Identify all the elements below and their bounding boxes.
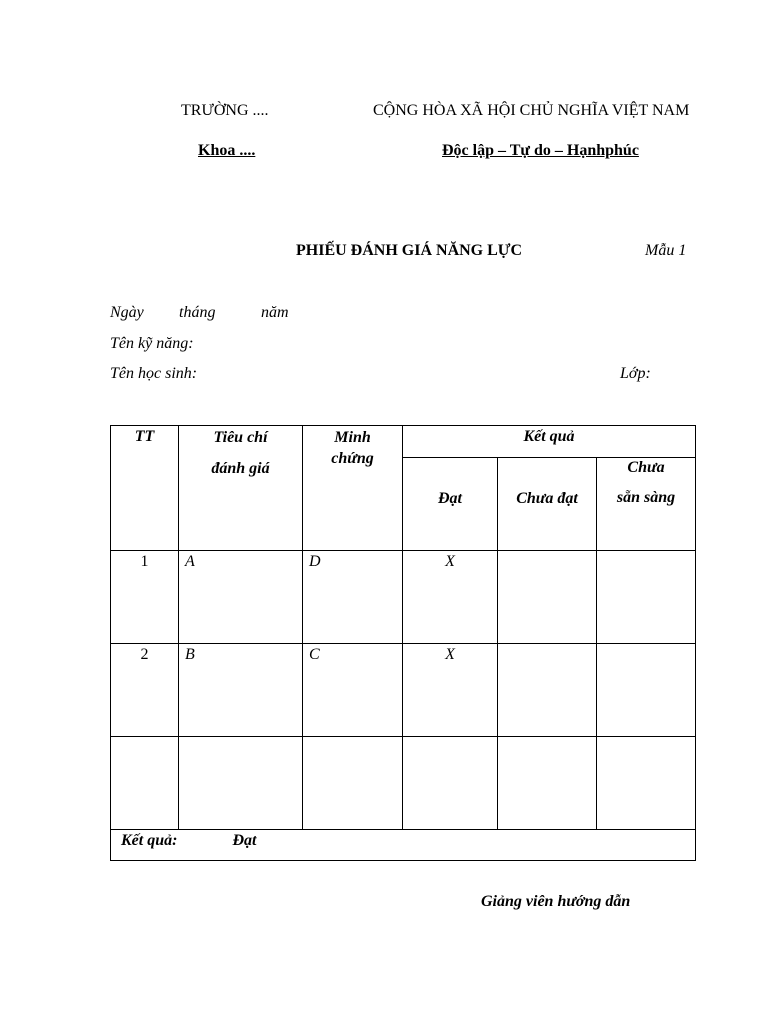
row1-criteria: A: [179, 551, 303, 644]
header-criteria-line1: Tiêu chí: [213, 429, 268, 446]
summary-label: Kết quả:: [121, 832, 178, 849]
row1-pass: X: [403, 551, 498, 644]
header-not-pass-text: Chưa đạt: [516, 490, 578, 507]
header-tt: [111, 426, 179, 551]
summary-value: Đạt: [232, 832, 257, 849]
row2-not-pass: [498, 644, 597, 737]
student-name-label: Tên học sinh:: [110, 365, 198, 382]
header-not-ready: [597, 458, 696, 551]
summary-row: [111, 830, 696, 861]
row3-not-ready: [597, 737, 696, 830]
skill-name-label: Tên kỹ năng:: [110, 335, 194, 352]
evaluation-table: [110, 425, 696, 861]
republic-heading: CỘNG HÒA XÃ HỘI CHỦ NGHĨA VIỆT NAM: [373, 102, 690, 119]
row1-not-ready: [597, 551, 696, 644]
date-month-label: tháng: [179, 304, 216, 321]
row2-not-ready: [597, 644, 696, 737]
row3-pass: [403, 737, 498, 830]
table-header-row: [111, 426, 696, 458]
row1-tt: 1: [111, 551, 179, 644]
table-row: [111, 737, 696, 830]
header-pass-text: Đạt: [438, 490, 462, 507]
header-not-pass: [498, 458, 597, 551]
instructor-signature-label: Giảng viên hướng dẫn: [481, 893, 631, 910]
row3-evidence: [303, 737, 403, 830]
header-evidence-line2: chứng: [331, 449, 374, 467]
header-evidence-line1: Minh: [334, 429, 371, 446]
header-criteria: [179, 426, 303, 551]
row3-tt: [111, 737, 179, 830]
row3-not-pass: [498, 737, 597, 830]
header-evidence: [303, 426, 403, 551]
header-not-ready-line2: sẵn sàng: [616, 489, 676, 506]
row2-pass: X: [403, 644, 498, 737]
faculty-name: Khoa ....: [198, 142, 256, 159]
row2-evidence: C: [303, 644, 403, 737]
school-name: TRƯỜNG ....: [181, 102, 269, 119]
summary-cell: [111, 830, 696, 861]
form-code: Mẫu 1: [645, 242, 687, 259]
date-year-label: năm: [261, 304, 289, 321]
row1-not-pass: [498, 551, 597, 644]
header-pass: [403, 458, 498, 551]
national-motto: Độc lập – Tự do – Hạnhphúc: [442, 142, 639, 159]
form-title: PHIẾU ĐÁNH GIÁ NĂNG LỰC: [296, 242, 523, 259]
table-row: [111, 551, 696, 644]
row3-criteria: [179, 737, 303, 830]
header-not-ready-line1: Chưa: [627, 459, 665, 476]
row2-criteria: B: [179, 644, 303, 737]
header-result-text: Kết quả: [523, 428, 575, 445]
header-criteria-line2: đánh giá: [211, 460, 270, 478]
class-label: Lớp:: [620, 365, 651, 382]
date-day-label: Ngày: [110, 304, 144, 321]
header-tt-text: TT: [134, 428, 155, 445]
table-row: [111, 644, 696, 737]
row2-tt: 2: [111, 644, 179, 737]
row1-evidence: D: [303, 551, 403, 644]
header-result: [403, 426, 696, 458]
